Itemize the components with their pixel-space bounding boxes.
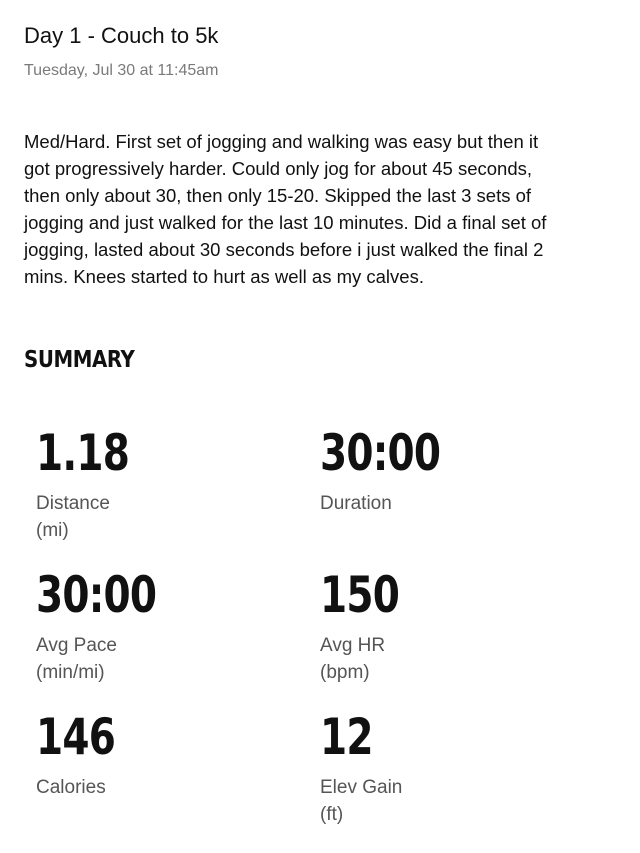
notes-line: Med/Hard. First set of jogging and walking was easy but then it xyxy=(24,131,539,152)
stat-distance xyxy=(36,426,296,544)
notes-line: jogging and just walked for the last 10 minutes. Did a final set of xyxy=(24,212,547,233)
stat-avg-pace xyxy=(36,568,296,686)
stat-value: 1.18 xyxy=(36,424,130,482)
stat-unit: (mi) xyxy=(36,520,69,541)
stat-label: Calories xyxy=(36,777,106,798)
notes-line: got progressively harder. Could only jog for about 45 seconds, xyxy=(24,158,533,179)
stat-avg-hr xyxy=(320,568,580,686)
notes-line: then only about 30, then only 15-20. Skipped the last 3 sets of xyxy=(24,185,532,206)
activity-title: Day 1 - Couch to 5k xyxy=(24,23,219,48)
activity-notes xyxy=(24,128,618,290)
summary-heading: SUMMARY xyxy=(24,347,135,373)
stat-value: 150 xyxy=(320,566,400,624)
stat-calories xyxy=(36,710,296,801)
stat-unit: (bpm) xyxy=(320,662,370,683)
activity-timestamp: Tuesday, Jul 30 at 11:45am xyxy=(24,62,219,79)
stat-unit: (min/mi) xyxy=(36,662,105,683)
stat-label: Avg HR xyxy=(320,635,386,656)
stat-value: 12 xyxy=(320,708,373,766)
stat-unit: (ft) xyxy=(320,804,344,825)
stat-elev-gain xyxy=(320,710,580,828)
stat-duration xyxy=(320,426,580,517)
stat-label: Distance xyxy=(36,493,110,514)
stat-value: 30:00 xyxy=(36,566,157,624)
notes-line: jogging, lasted about 30 seconds before i just walked the final 2 xyxy=(24,239,544,260)
stat-label: Avg Pace xyxy=(36,635,117,656)
stat-value: 146 xyxy=(36,708,116,766)
notes-line: mins. Knees started to hurt as well as my calves. xyxy=(24,266,424,287)
stat-label: Duration xyxy=(320,493,392,514)
stat-value: 30:00 xyxy=(320,424,441,482)
stat-label: Elev Gain xyxy=(320,777,403,798)
